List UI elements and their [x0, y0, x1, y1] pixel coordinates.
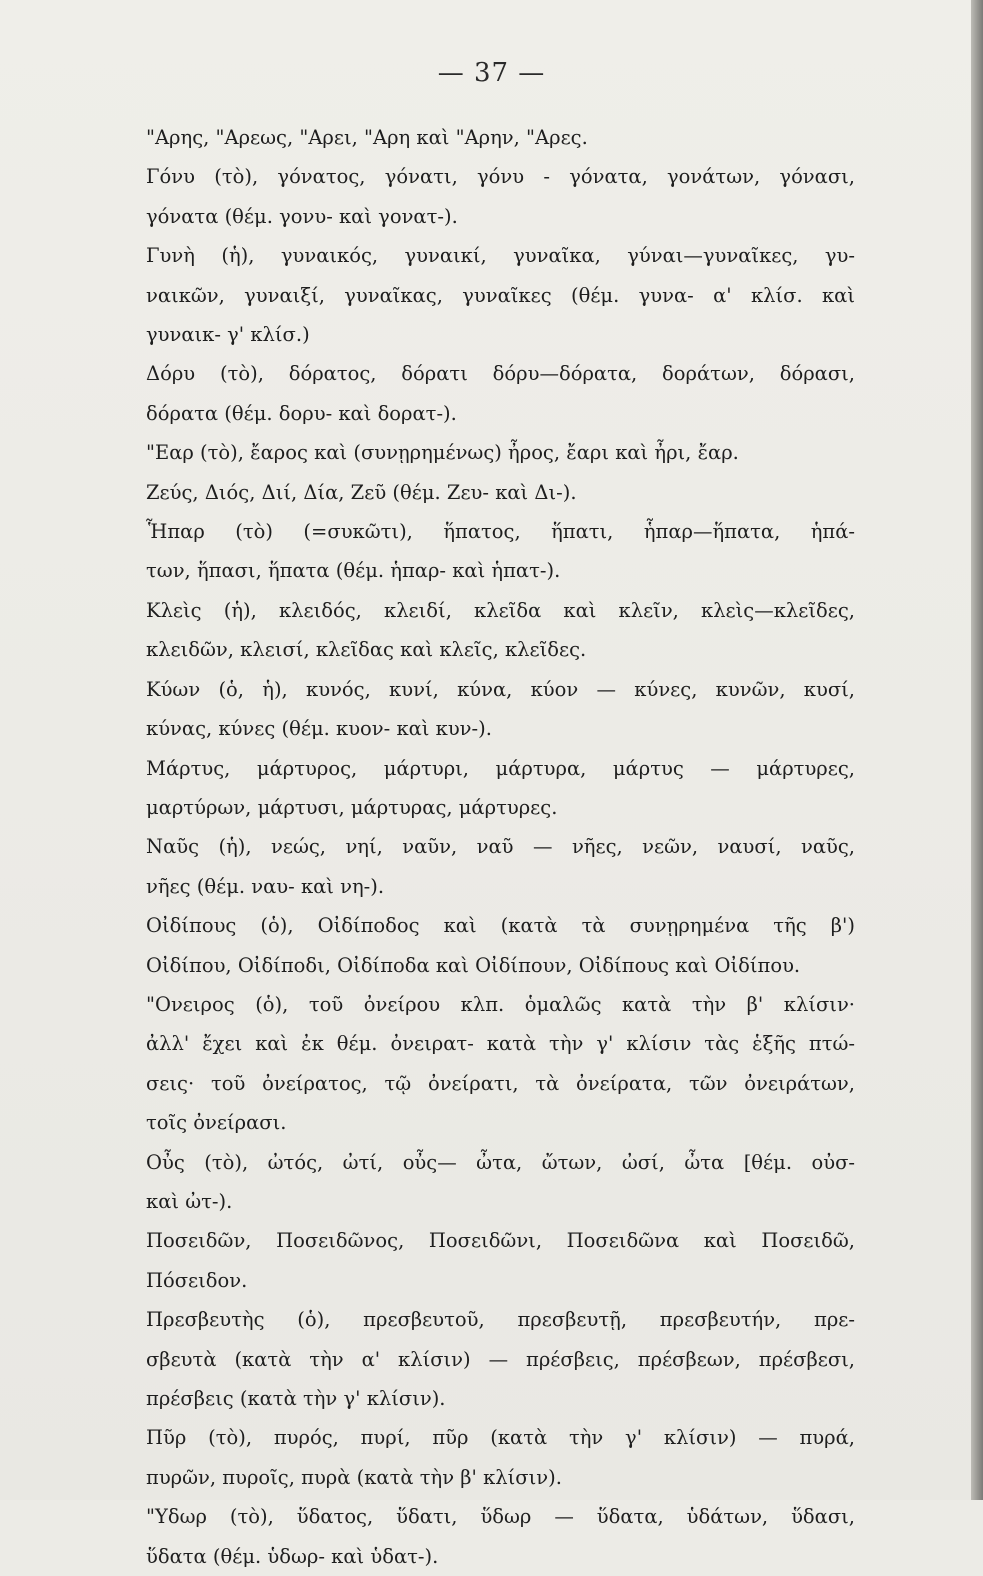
paragraph [110, 118, 855, 157]
text-line: των, ἥπασι, ἥπατα (θέμ. ἡπαρ- καὶ ἡπατ-). [146, 559, 561, 583]
text-line: ὕδατα (θέμ. ὑδωρ- καὶ ὑδατ-). [146, 1544, 439, 1568]
text-line: πρέσβεις (κατὰ τὴν γ' κλίσιν). [146, 1387, 446, 1410]
page-edge [971, 0, 983, 1500]
paragraph [110, 157, 855, 236]
paragraph [110, 1143, 855, 1222]
paragraph [110, 749, 855, 828]
text-line: νῆες (θέμ. ναυ- καὶ νη-). [146, 874, 385, 898]
text-line: Οἰδίπου, Οἰδίποδι, Οἰδίποδα καὶ Οἰδίπουν, Οἰδίπους καὶ Οἰδίπου. [146, 953, 801, 977]
text-line: τοῖς ὀνείρασι. [146, 1111, 287, 1135]
paragraph [110, 1497, 855, 1576]
paragraph [110, 236, 855, 354]
text-line: "Εαρ (τὸ), ἔαρος καὶ (συνῃρημένως) ἦρος, ἔαρι καὶ ἦρι, ἔαρ. [146, 441, 739, 465]
text-line: "Υδωρ (τὸ), ὕδατος, ὕδατι, ὕδωρ — ὕδατα, ὑδάτων, ὕδασι, [146, 1505, 855, 1529]
text-line: "Αρης, "Αρεως, "Αρει, "Αρη καὶ "Αρην, "Αρες. [146, 126, 588, 149]
text-line: Δόρυ (τὸ), δόρατος, δόρατι δόρυ—δόρατα, δοράτων, δόρασι, [146, 362, 855, 386]
text-line: γυναικ- γ' κλίσ.) [146, 323, 310, 347]
text-line: Οἰδίπους (ὁ), Οἰδίποδος καὶ (κατὰ τὰ συνῃρημένα τῆς β') [146, 914, 855, 938]
page-number: — 37 — [437, 58, 546, 88]
text-line: δόρατα (θέμ. δορυ- καὶ δορατ-). [146, 401, 457, 425]
text-line: Μάρτυς, μάρτυρος, μάρτυρι, μάρτυρα, μάρτυς — μάρτυρες, [146, 756, 855, 780]
text-line: "Ονειρος (ὁ), τοῦ ὀνείρου κλπ. ὁμαλῶς κατὰ τὴν β' κλίσιν· [146, 992, 855, 1016]
text-line: Ποσειδῶν, Ποσειδῶνος, Ποσειδῶνι, Ποσειδῶνα καὶ Ποσειδῶ, [146, 1229, 855, 1253]
paragraph [110, 1300, 855, 1418]
text-line: Ναῦς (ἡ), νεώς, νηί, ναῦν, ναῦ — νῆες, νεῶν, ναυσί, ναῦς, [146, 835, 855, 859]
text-line: Γυνὴ (ἡ), γυναικός, γυναικί, γυναῖκα, γύναι—γυναῖκες, γυ- [146, 244, 855, 268]
paragraph [110, 1418, 855, 1497]
text-line: ναικῶν, γυναιξί, γυναῖκας, γυναῖκες (θέμ. γυνα- α' κλίσ. καὶ [146, 283, 855, 307]
text-line: γόνατα (θέμ. γονυ- καὶ γονατ-). [146, 204, 458, 228]
paragraph [110, 827, 855, 906]
paragraph [110, 354, 855, 433]
paragraph [110, 1221, 855, 1300]
text-line: σεις· τοῦ ὀνείρατος, τῷ ὀνείρατι, τὰ ὀνείρατα, τῶν ὀνειράτων, [146, 1071, 855, 1095]
text-line: κύνας, κύνες (θέμ. κυον- καὶ κυν-). [146, 717, 492, 741]
text-line: μαρτύρων, μάρτυσι, μάρτυρας, μάρτυρες. [146, 795, 558, 819]
text-body [110, 118, 855, 1576]
text-line: σβευτὰ (κατὰ τὴν α' κλίσιν) — πρέσβεις, πρέσβεων, πρέσβεσι, [146, 1347, 855, 1371]
text-line: Πῦρ (τὸ), πυρός, πυρί, πῦρ (κατὰ τὴν γ' κλίσιν) — πυρά, [146, 1426, 855, 1450]
text-line: Πόσειδον. [146, 1268, 248, 1292]
paragraph [110, 985, 855, 1143]
text-line: καὶ ὠτ-). [146, 1189, 233, 1213]
text-line: Πρεσβευτὴς (ὁ), πρεσβευτοῦ, πρεσβευτῇ, πρεσβευτήν, πρε- [146, 1308, 855, 1332]
text-line: Ἧπαρ (τὸ) (=συκῶτι), ἥπατος, ἥπατι, ἧπαρ—ἥπατα, ἡπά- [146, 520, 855, 544]
paragraph [110, 473, 855, 512]
text-line: Κύων (ὁ, ἡ), κυνός, κυνί, κύνα, κύον — κύνες, κυνῶν, κυσί, [146, 677, 855, 701]
text-line: Γόνυ (τὸ), γόνατος, γόνατι, γόνυ - γόνατα, γονάτων, γόνασι, [146, 165, 855, 189]
text-line: κλειδῶν, κλεισί, κλεῖδας καὶ κλεῖς, κλεῖδες. [146, 638, 587, 662]
text-line: Κλεὶς (ἡ), κλειδός, κλειδί, κλεῖδα καὶ κλεῖν, κλεὶς—κλεῖδες, [146, 598, 855, 622]
text-line: Ζεύς, Διός, Διί, Δία, Ζεῦ (θέμ. Ζευ- καὶ Δι-). [146, 480, 577, 504]
text-line: Οὖς (τὸ), ὠτός, ὠτί, οὖς— ὦτα, ὤτων, ὠσί, ὦτα [θέμ. οὐσ- [146, 1150, 855, 1174]
paragraph [110, 512, 855, 591]
paragraph [110, 591, 855, 670]
paragraph [110, 433, 855, 472]
text-line: πυρῶν, πυροῖς, πυρὰ (κατὰ τὴν β' κλίσιν). [146, 1465, 562, 1489]
text-line: ἀλλ' ἔχει καὶ ἐκ θέμ. ὀνειρατ- κατὰ τὴν γ' κλίσιν τὰς ἑξῆς πτώ- [146, 1032, 855, 1056]
paragraph [110, 906, 855, 985]
paragraph [110, 670, 855, 749]
